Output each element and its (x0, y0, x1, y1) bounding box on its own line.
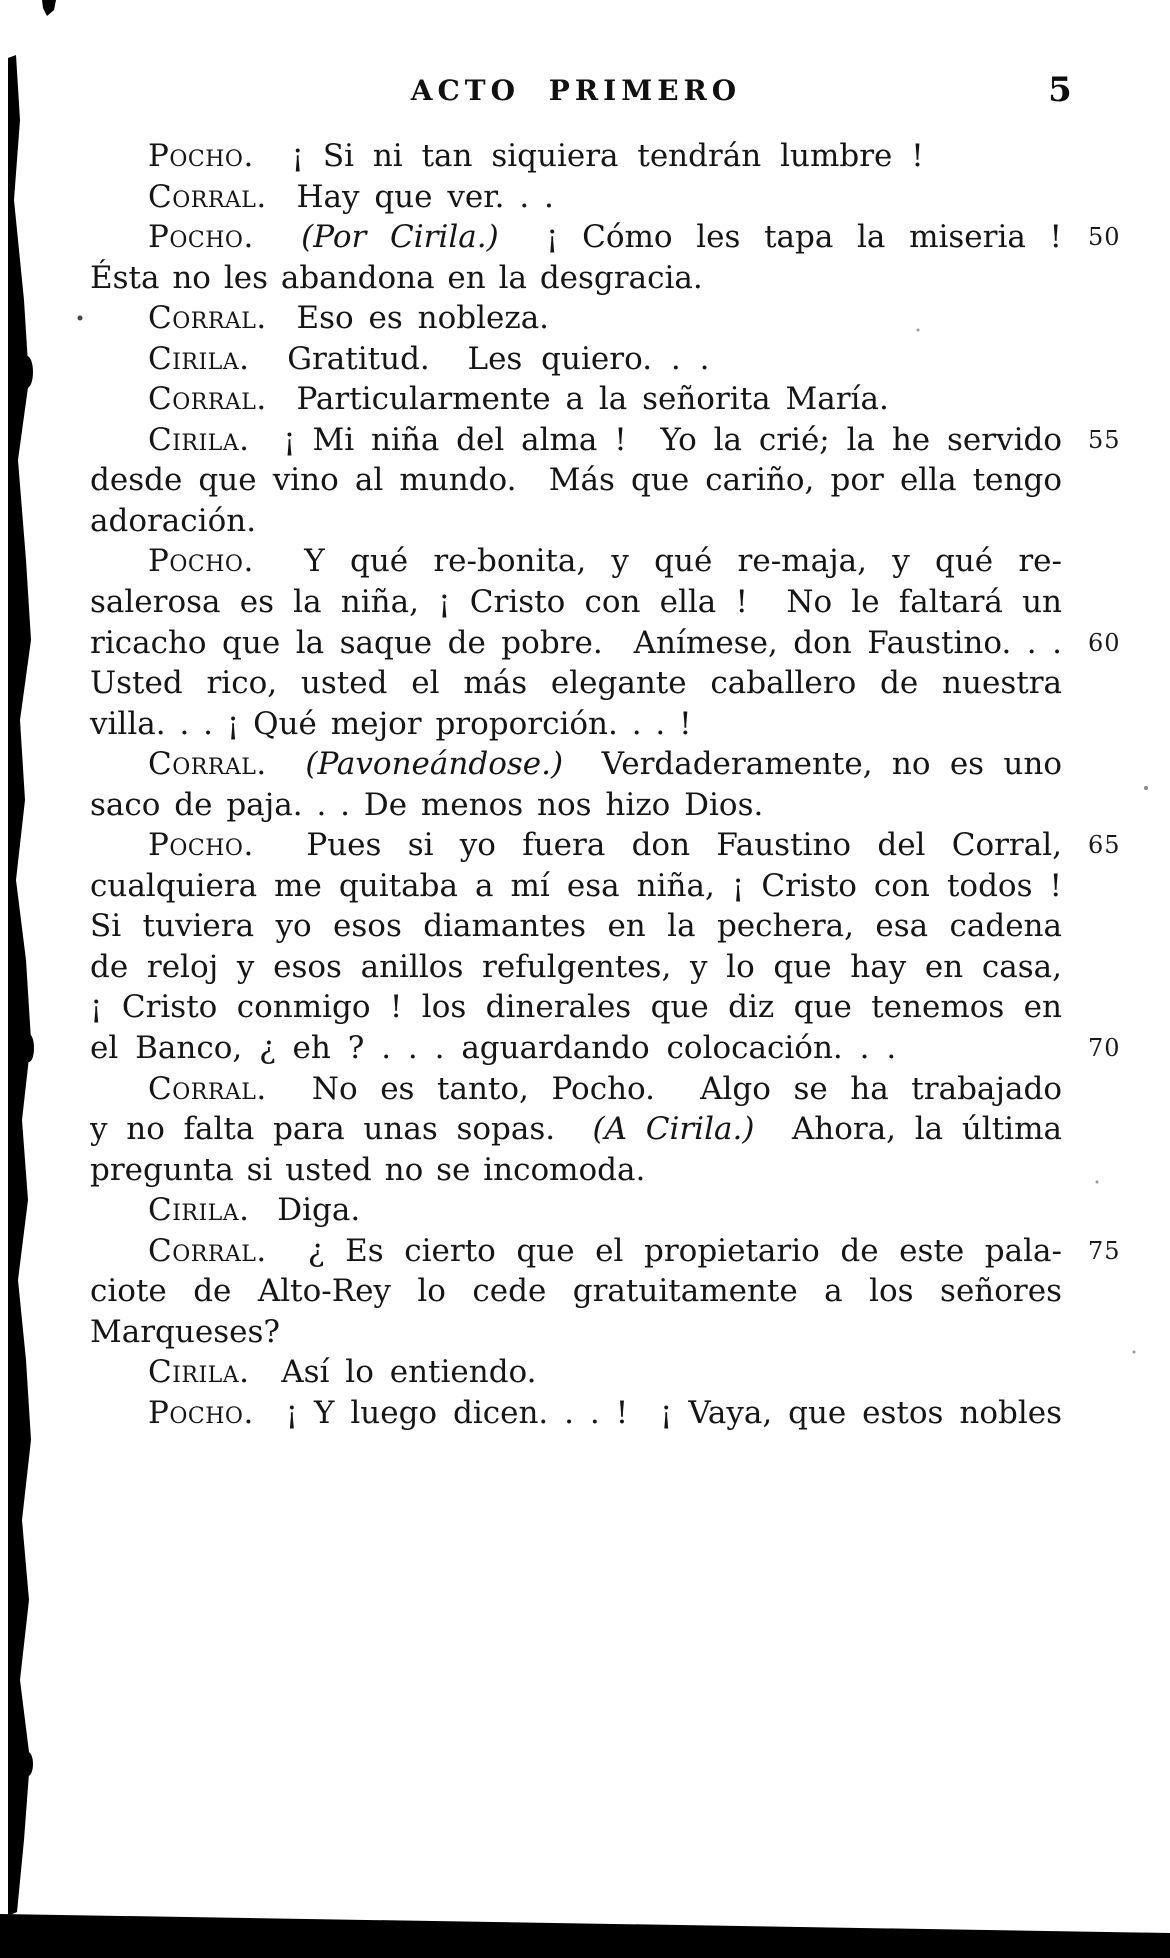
speaker-name: Cirila. (148, 340, 250, 377)
dialogue-text: Marqueses? (90, 1313, 280, 1350)
text-line-17 (90, 785, 1062, 826)
dialogue-text: y no falta para unas sopas. (90, 1111, 593, 1148)
binding-shadow-artifact (8, 55, 31, 1916)
text-line-9 (90, 460, 1062, 501)
margin-line-number: 65 (1088, 831, 1121, 860)
dialogue-text: Diga. (249, 1192, 361, 1229)
speaker-name: Cirila. (148, 421, 250, 458)
stage-direction: (Pavoneándose.) (305, 746, 564, 783)
dialogue-text: ¡ Cristo conmigo ! los dinerales que diz que tenemos en (90, 989, 1062, 1026)
dialogue-text: adoración. (90, 502, 257, 539)
dialogue-text: Eso es nobleza. (266, 300, 550, 337)
dialogue-text: ricacho que la saque de pobre. Anímese, don Faustino. . . (90, 624, 1062, 661)
running-header-act-title: ACTO PRIMERO (410, 74, 742, 107)
dialogue-text (254, 219, 301, 255)
dialogue-text: No es tanto, Pocho. Algo se ha trabajado (266, 1070, 1062, 1107)
text-line-1 (90, 136, 1062, 177)
text-line-8 (90, 420, 1121, 461)
dialogue-text: villa. . . ¡ Qué mejor proporción. . . ! (90, 705, 692, 742)
speaker-name: Pocho. (148, 1394, 254, 1431)
speaker-name: Cirila. (148, 1354, 250, 1391)
text-line-23 (90, 1028, 1121, 1069)
dialogue-text: pregunta si usted no se incomoda. (90, 1151, 646, 1188)
dialogue-text: Ésta no les abandona en la desgracia. (90, 259, 703, 296)
dialogue-text: Ahora, la última (754, 1111, 1062, 1148)
dialogue-text: ¿ Es cierto que el propietario de este pala- (266, 1232, 1062, 1269)
margin-line-number: 50 (1088, 223, 1121, 252)
stage-direction: (A Cirila.) (592, 1111, 755, 1148)
page-number: 5 (1048, 70, 1072, 110)
text-line-21 (90, 947, 1062, 988)
margin-line-number: 55 (1088, 425, 1121, 454)
text-line-28 (90, 1231, 1121, 1272)
text-line-22 (90, 987, 1062, 1028)
text-line-6 (90, 339, 1062, 380)
dialogue-text: desde que vino al mundo. Más que cariño, por ella tengo (90, 462, 1062, 499)
corner-speck-artifact (42, 0, 56, 16)
text-line-5 (90, 298, 1062, 339)
text-line-12 (90, 582, 1062, 623)
text-line-24 (90, 1069, 1062, 1110)
binding-blob-artifact (24, 1034, 34, 1062)
text-line-27 (90, 1190, 1062, 1231)
stage-direction: (Por Cirila.) (301, 219, 499, 256)
text-line-16 (90, 744, 1062, 785)
dialogue-text: ¡ Cómo les tapa la miseria ! (498, 219, 1062, 256)
text-line-32 (90, 1393, 1062, 1434)
text-line-20 (90, 906, 1062, 947)
text-line-10 (90, 501, 1062, 542)
speaker-name: Corral. (148, 300, 267, 337)
dialogue-text: Usted rico, usted el más elegante caballero de nuestra (90, 665, 1062, 702)
dialogue-text: ¡ Mi niña del alma ! Yo la crié; la he servido (249, 421, 1062, 458)
dialogue-text: ciote de Alto-Rey lo cede gratuitamente a los señores (90, 1273, 1062, 1310)
speck-artifact (1133, 1351, 1136, 1354)
text-line-7 (90, 379, 1062, 420)
text-line-30 (90, 1312, 1062, 1353)
text-line-13 (90, 623, 1121, 664)
ink-dot-artifact (78, 316, 83, 321)
dialogue-text: Gratitud. Les quiero. . . (249, 340, 710, 377)
speaker-name: Pocho. (148, 543, 254, 580)
text-line-25 (90, 1109, 1062, 1150)
binding-blob-artifact (21, 356, 33, 388)
dialogue-text: Así lo entiendo. (249, 1354, 537, 1391)
dialogue-text: Y qué re-bonita, y qué re-maja, y qué re- (253, 543, 1062, 580)
margin-line-number: 70 (1088, 1034, 1121, 1063)
text-line-18 (90, 825, 1121, 866)
dialogue-text (267, 746, 306, 782)
speaker-name: Corral. (148, 178, 267, 215)
dialogue-text: Si tuviera yo esos diamantes en la pechera, esa cadena (90, 908, 1062, 945)
speaker-name: Corral. (148, 746, 267, 783)
speaker-name: Cirila. (148, 1192, 250, 1229)
dialogue-text: el Banco, ¿ eh ? . . . aguardando colocación. . . (90, 1030, 897, 1067)
text-line-15 (90, 704, 1062, 745)
speaker-name: Pocho. (148, 138, 254, 174)
speaker-name: Corral. (148, 1232, 267, 1269)
text-line-4 (90, 258, 1062, 299)
dialogue-text: Particularmente a la señorita María. (266, 381, 889, 418)
bottom-scan-bar-artifact (0, 1914, 1170, 1958)
binding-blob-artifact (23, 1752, 33, 1776)
speaker-name: Pocho. (148, 219, 254, 256)
speck-artifact (1144, 786, 1148, 790)
text-line-2 (90, 177, 1062, 218)
text-line-19 (90, 866, 1062, 907)
speaker-name: Corral. (148, 381, 267, 418)
dialogue-text: Pues si yo fuera don Faustino del Corral, (253, 827, 1062, 864)
dialogue-text: saco de paja. . . De menos nos hizo Dios. (90, 786, 764, 823)
dialogue-text: salerosa es la niña, ¡ Cristo con ella ! No le faltará un (90, 584, 1062, 621)
text-line-29 (90, 1271, 1062, 1312)
dialogue-text: cualquiera me quitaba a mí esa niña, ¡ Cristo con todos ! (90, 867, 1062, 904)
speck-artifact (1096, 1181, 1099, 1184)
text-line-14 (90, 663, 1062, 704)
text-line-26 (90, 1150, 1062, 1191)
text-line-3 (90, 217, 1121, 258)
speaker-name: Pocho. (148, 827, 254, 864)
margin-line-number: 60 (1088, 628, 1121, 657)
margin-line-number: 75 (1088, 1236, 1121, 1265)
dialogue-text: ¡ Si ni tan siquiera tendrán lumbre ! (253, 138, 924, 174)
dialogue-text: de reloj y esos anillos refulgentes, y lo que hay en casa, (90, 948, 1062, 985)
dialogue-text: ¡ Y luego dicen. . . ! ¡ Vaya, que estos nobles (253, 1394, 1062, 1431)
dialogue-text: Verdaderamente, no es uno (563, 746, 1062, 783)
dialogue-text: Hay que ver. . . (266, 178, 554, 215)
text-block (90, 136, 1121, 1434)
speaker-name: Corral. (148, 1070, 267, 1107)
text-line-11 (90, 541, 1062, 582)
text-line-31 (90, 1352, 1062, 1393)
